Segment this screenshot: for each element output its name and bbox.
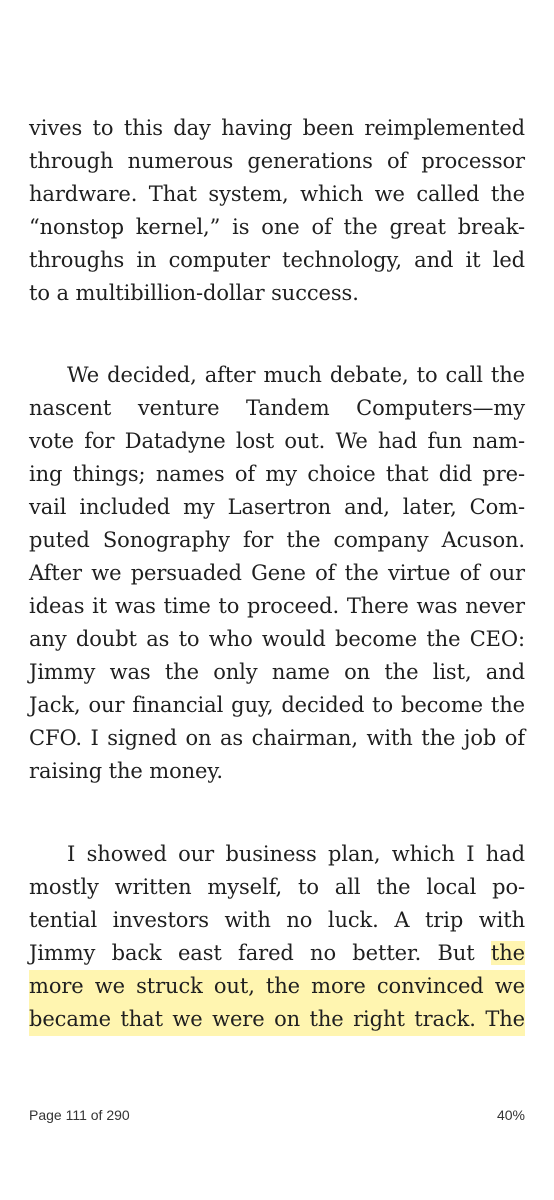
text-line: vives to this day having been reimplemented [29, 116, 525, 140]
text-line: mostly written myself, to all the local po- [29, 875, 525, 899]
text-line: puted Sonography for the company Acuson. [29, 528, 525, 552]
text-line: CFO. I signed on as chairman, with the job of [29, 726, 525, 750]
text-line: ideas it was time to proceed. There was never [29, 594, 525, 618]
text-line: ing things; names of my choice that did pre- [29, 462, 525, 486]
reader-footer [29, 1107, 525, 1123]
page-indicator: Page 111 of 290 [29, 1107, 130, 1123]
text-line: nascent venture Tandem Computers—my [29, 396, 525, 420]
text-line: vail included my Lasertron and, later, Com- [29, 495, 525, 519]
text-line: tential investors with no luck. A trip with [29, 908, 525, 932]
text-line: vote for Datadyne lost out. We had fun nam- [29, 429, 525, 453]
text-line: through numerous generations of processor [29, 149, 525, 173]
highlighted-line[interactable]: more we struck out, the more convinced we [29, 970, 525, 1003]
text-line: “nonstop kernel,” is one of the great break- [29, 215, 525, 239]
paragraph-3 [29, 838, 525, 1036]
plain-text: Jimmy back east fared no better. But [29, 941, 491, 965]
text-line: any doubt as to who would become the CEO: [29, 627, 525, 651]
text-line: raising the money. [29, 759, 223, 783]
highlighted-line[interactable]: became that we were on the right track. The [29, 1003, 525, 1036]
highlighted-text[interactable]: the [490, 941, 525, 965]
text-line: hardware. That system, which we called the [29, 182, 525, 206]
text-line: throughs in computer technology, and it led [29, 248, 525, 272]
text-line: Jimmy was the only name on the list, and [29, 660, 525, 684]
text-line-partial-highlight [29, 937, 525, 970]
text-line: I showed our business plan, which I had [67, 842, 525, 866]
text-line: to a multibillion-dollar success. [29, 281, 359, 305]
text-line: Jack, our financial guy, decided to become the [29, 693, 525, 717]
paragraph-1 [29, 112, 525, 310]
paragraph-2 [29, 359, 525, 788]
progress-percent: 40% [496, 1107, 525, 1123]
text-line: We decided, after much debate, to call the [67, 363, 525, 387]
text-line: After we persuaded Gene of the virtue of our [29, 561, 525, 585]
